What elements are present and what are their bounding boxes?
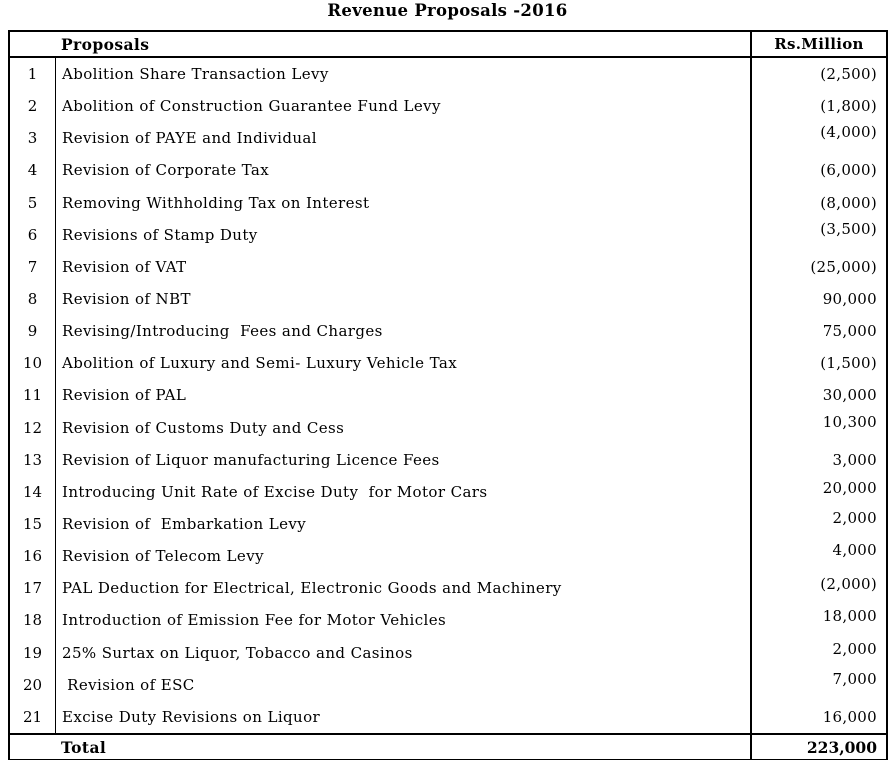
row-number: 7 [10, 251, 56, 283]
amount-value: (2,500) [750, 58, 886, 90]
table-row [10, 637, 886, 669]
row-number: 19 [10, 637, 56, 669]
amount-value: 4,000 [750, 540, 886, 572]
proposal-name: Revision of NBT [62, 290, 191, 309]
proposal-name: Excise Duty Revisions on Liquor [62, 707, 321, 726]
amount-value: 30,000 [750, 379, 886, 411]
amount-value: 75,000 [750, 315, 886, 347]
table-row [10, 219, 886, 251]
row-number: 12 [10, 412, 56, 444]
row-number: 9 [10, 315, 56, 347]
amount-value: 3,000 [750, 444, 886, 476]
table-header-row [10, 32, 886, 58]
proposal-name: Revision of Liquor manufacturing Licence Fees [62, 450, 440, 469]
row-number: 18 [10, 604, 56, 636]
total-amount: 223,000 [750, 735, 886, 759]
amount-value: (1,500) [750, 347, 886, 379]
row-number: 3 [10, 122, 56, 154]
proposal-name: 25% Surtax on Liquor, Tobacco and Casinos [62, 643, 413, 662]
total-label: Total [61, 737, 107, 757]
table-row [10, 187, 886, 219]
amount-value: 2,000 [750, 637, 886, 669]
row-number: 1 [10, 58, 56, 90]
table-row [10, 540, 886, 572]
proposal-name: Revision of ESC [62, 675, 195, 694]
amount-value: 16,000 [750, 701, 886, 733]
table-row [10, 444, 886, 476]
table-row [10, 604, 886, 636]
proposal-name: Abolition of Luxury and Semi- Luxury Vehicle Tax [62, 354, 458, 373]
row-number: 4 [10, 154, 56, 186]
revenue-proposals-table [8, 30, 888, 760]
row-number: 8 [10, 283, 56, 315]
proposal-name: Revision of Telecom Levy [62, 547, 264, 566]
amount-value: (8,000) [750, 187, 886, 219]
amount-value: 2,000 [750, 508, 886, 540]
table-row [10, 572, 886, 604]
total-row [10, 733, 886, 759]
proposal-name: Introducing Unit Rate of Excise Duty for Motor Cars [62, 482, 488, 501]
amount-value: (1,800) [750, 90, 886, 122]
table-row [10, 283, 886, 315]
proposal-name: Revision of PAL [62, 386, 187, 405]
row-number: 14 [10, 476, 56, 508]
table-row [10, 379, 886, 411]
page-title: Revenue Proposals -2016 [327, 1, 568, 20]
table-row [10, 476, 886, 508]
table-row [10, 154, 886, 186]
table-row [10, 58, 886, 90]
row-number: 13 [10, 444, 56, 476]
proposal-name: Abolition of Construction Guarantee Fund Levy [62, 97, 441, 116]
amount-value: (2,000) [750, 572, 886, 604]
proposal-name: Revision of Corporate Tax [62, 161, 270, 180]
row-number: 11 [10, 379, 56, 411]
proposal-name: Revision of Customs Duty and Cess [62, 418, 345, 437]
amount-value: (3,500) [750, 219, 886, 251]
proposal-name: Revising/Introducing Fees and Charges [62, 322, 383, 341]
proposals-column-header: Proposals [61, 34, 150, 54]
amount-value: 10,300 [750, 412, 886, 444]
amount-value: 18,000 [750, 604, 886, 636]
proposal-name: Revisions of Stamp Duty [62, 225, 258, 244]
row-number: 16 [10, 540, 56, 572]
table-row [10, 508, 886, 540]
table-row [10, 315, 886, 347]
table-row [10, 412, 886, 444]
amount-value: (6,000) [750, 154, 886, 186]
amount-value: (25,000) [750, 251, 886, 283]
proposal-name: Revision of Embarkation Levy [62, 515, 307, 534]
amount-value: 20,000 [750, 476, 886, 508]
proposal-name: Revision of VAT [62, 257, 187, 276]
proposal-name: Abolition Share Transaction Levy [62, 65, 329, 84]
row-number: 21 [10, 701, 56, 733]
row-number: 15 [10, 508, 56, 540]
table-row [10, 347, 886, 379]
row-number: 20 [10, 669, 56, 701]
table-body [10, 58, 886, 733]
proposal-name: PAL Deduction for Electrical, Electronic Goods and Machinery [62, 579, 562, 598]
table-row [10, 701, 886, 733]
table-row [10, 251, 886, 283]
amount-value: 7,000 [750, 669, 886, 701]
row-number: 6 [10, 219, 56, 251]
table-row [10, 122, 886, 154]
row-number: 5 [10, 187, 56, 219]
amount-value: 90,000 [750, 283, 886, 315]
table-row [10, 669, 886, 701]
amount-value: (4,000) [750, 122, 886, 154]
amount-column-header: Rs.Million [750, 32, 886, 56]
proposal-name: Introduction of Emission Fee for Motor Vehicles [62, 611, 447, 630]
row-number: 2 [10, 90, 56, 122]
proposal-name: Revision of PAYE and Individual [62, 129, 317, 148]
row-number: 17 [10, 572, 56, 604]
proposal-name: Removing Withholding Tax on Interest [62, 193, 370, 212]
row-number: 10 [10, 347, 56, 379]
table-row [10, 90, 886, 122]
